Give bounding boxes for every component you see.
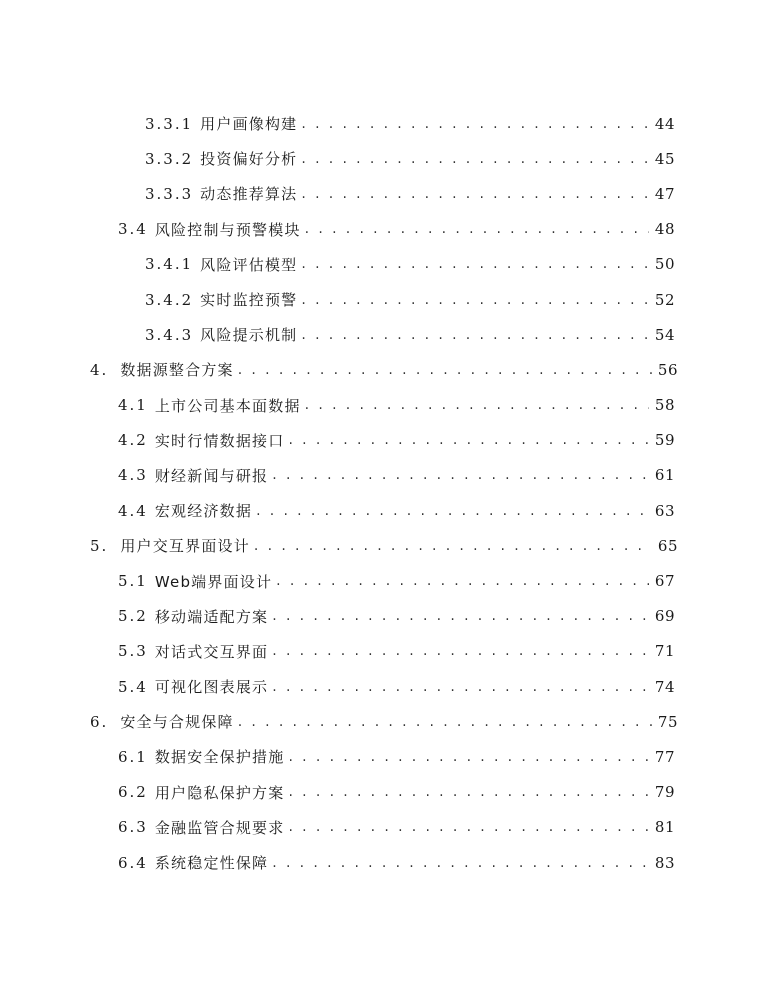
toc-entry-page: 69 — [654, 607, 675, 626]
dot-leader — [301, 116, 649, 132]
dot-leader — [272, 643, 649, 659]
toc-entry[interactable] — [0, 106, 765, 141]
toc-entry-title: 金融监管合规要求 — [154, 818, 285, 837]
toc-entry-page: 75 — [657, 712, 678, 731]
toc-entry-title: 系统稳定性保障 — [154, 854, 269, 873]
toc-entry-title: 上市公司基本面数据 — [154, 396, 301, 415]
dot-leader — [272, 608, 649, 624]
dot-leader — [272, 679, 649, 695]
toc-entry-page: 63 — [654, 501, 675, 520]
toc-entry[interactable] — [0, 775, 765, 810]
toc-entry[interactable] — [0, 176, 765, 211]
toc-entry[interactable] — [0, 388, 765, 423]
toc-entry-page: 44 — [654, 114, 675, 133]
toc-entry[interactable] — [0, 563, 765, 598]
toc-entry-number: 5. — [90, 536, 109, 555]
toc-entry[interactable] — [0, 141, 765, 176]
toc-entry-title: 实时行情数据接口 — [154, 431, 285, 450]
dot-leader — [301, 292, 649, 308]
toc-entry-title: 用户隐私保护方案 — [154, 783, 285, 802]
toc-entry-title: 财经新闻与研报 — [154, 466, 269, 485]
toc-entry[interactable] — [0, 528, 765, 563]
toc-entry[interactable] — [0, 247, 765, 282]
toc-entry[interactable] — [0, 634, 765, 669]
toc-entry-number: 5.3 — [118, 642, 148, 661]
toc-entry-page: 50 — [654, 255, 675, 274]
toc-entry-number: 3.4 — [118, 220, 148, 239]
dot-leader — [238, 714, 652, 730]
toc-entry-number: 4. — [90, 360, 109, 379]
toc-entry-page: 48 — [654, 220, 675, 239]
toc-entry-number: 4.1 — [118, 396, 148, 415]
toc-entry[interactable] — [0, 458, 765, 493]
dot-leader — [305, 221, 649, 237]
dot-leader — [272, 855, 649, 871]
toc-entry-title: Web端界面设计 — [154, 572, 273, 591]
toc-entry-page: 45 — [654, 149, 675, 168]
toc-entry-title: 移动端适配方案 — [154, 607, 269, 626]
toc-entry-title: 对话式交互界面 — [154, 642, 269, 661]
toc-entry-number: 6.2 — [118, 783, 148, 802]
dot-leader — [301, 186, 649, 202]
toc-entry-title: 投资偏好分析 — [200, 150, 298, 169]
toc-entry-page: 71 — [654, 642, 675, 661]
toc-entry-number: 5.4 — [118, 677, 148, 696]
toc-entry-title: 数据安全保护措施 — [154, 748, 285, 767]
dot-leader — [288, 432, 648, 448]
toc-entry-number: 3.3.2 — [145, 149, 194, 168]
toc-entry[interactable] — [0, 845, 765, 880]
dot-leader — [256, 503, 649, 519]
toc-entry[interactable] — [0, 810, 765, 845]
toc-entry-title: 风险控制与预警模块 — [154, 220, 301, 239]
dot-leader — [301, 151, 649, 167]
toc-entry-title: 风险提示机制 — [200, 326, 298, 345]
toc-entry[interactable] — [0, 669, 765, 704]
dot-leader — [288, 749, 648, 765]
toc-entry-page: 79 — [654, 783, 675, 802]
toc-entry[interactable] — [0, 212, 765, 247]
toc-entry-page: 65 — [657, 536, 678, 555]
toc-entry-number: 6.4 — [118, 853, 148, 872]
toc-entry-page: 81 — [654, 818, 675, 837]
toc-entry[interactable] — [0, 282, 765, 317]
toc-entry-page: 61 — [654, 466, 675, 485]
dot-leader — [276, 573, 649, 589]
toc-entry-number: 3.4.1 — [145, 255, 194, 274]
toc-entry-title: 风险评估模型 — [200, 255, 298, 274]
toc-entry-title: 实时监控预警 — [200, 291, 298, 310]
toc-entry-page: 74 — [654, 677, 675, 696]
toc-entry[interactable] — [0, 352, 765, 387]
table-of-contents — [0, 106, 765, 880]
toc-entry-number: 5.2 — [118, 607, 148, 626]
toc-entry-title: 数据源整合方案 — [120, 361, 234, 380]
dot-leader — [305, 397, 649, 413]
toc-entry-page: 58 — [654, 396, 675, 415]
toc-entry-title: 宏观经济数据 — [154, 502, 253, 521]
toc-entry-title: 动态推荐算法 — [200, 185, 298, 204]
toc-entry-number: 3.3.3 — [145, 184, 194, 203]
toc-entry-title: 用户交互界面设计 — [120, 537, 250, 556]
toc-entry-number: 3.4.3 — [145, 325, 194, 344]
toc-entry-number: 5.1 — [118, 572, 148, 591]
toc-entry-number: 6.1 — [118, 747, 148, 766]
toc-entry-page: 59 — [654, 431, 675, 450]
toc-entry[interactable] — [0, 317, 765, 352]
toc-entry-page: 67 — [654, 572, 675, 591]
dot-leader — [288, 819, 648, 835]
dot-leader — [254, 538, 652, 554]
toc-entry-number: 4.3 — [118, 466, 148, 485]
dot-leader — [238, 362, 652, 378]
toc-entry-page: 77 — [654, 747, 675, 766]
toc-entry-page: 54 — [654, 325, 675, 344]
toc-entry-title: 可视化图表展示 — [154, 678, 269, 697]
toc-entry[interactable] — [0, 493, 765, 528]
toc-entry[interactable] — [0, 423, 765, 458]
toc-entry[interactable] — [0, 704, 765, 739]
dot-leader — [272, 467, 649, 483]
toc-entry-number: 3.3.1 — [145, 114, 194, 133]
toc-entry-number: 4.4 — [118, 501, 148, 520]
toc-entry-number: 6. — [90, 712, 109, 731]
dot-leader — [301, 256, 649, 272]
toc-entry-number: 3.4.2 — [145, 290, 194, 309]
dot-leader — [288, 784, 648, 800]
toc-entry[interactable] — [0, 599, 765, 634]
toc-entry-number: 6.3 — [118, 818, 148, 837]
toc-entry-title: 安全与合规保障 — [120, 713, 234, 732]
toc-entry-page: 56 — [657, 360, 678, 379]
toc-entry-page: 83 — [654, 853, 675, 872]
toc-entry[interactable] — [0, 739, 765, 774]
toc-entry-page: 47 — [654, 184, 675, 203]
toc-entry-number: 4.2 — [118, 431, 148, 450]
toc-entry-page: 52 — [654, 290, 675, 309]
dot-leader — [301, 327, 649, 343]
toc-entry-title: 用户画像构建 — [200, 115, 298, 134]
